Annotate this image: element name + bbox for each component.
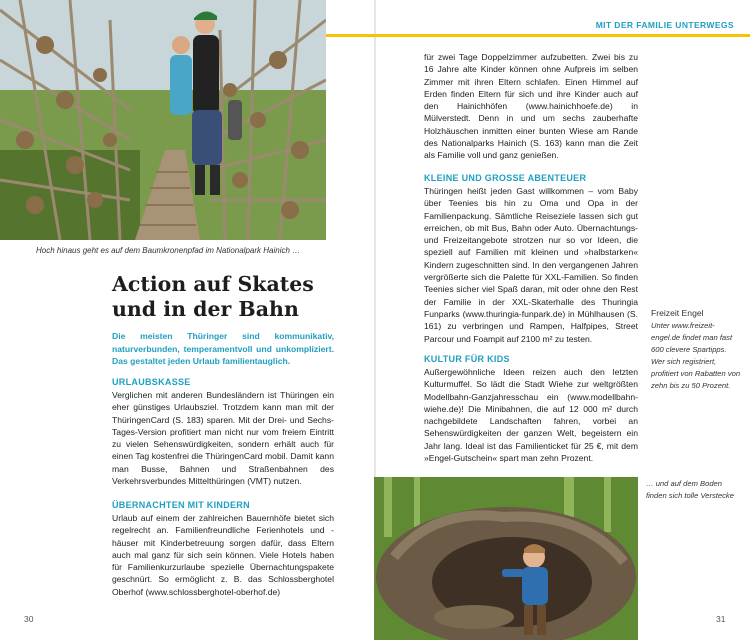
- section-text-uebernachten: Urlaub auf einem der zahlreichen Bauernhöfe bietet sich regelrecht an. Familienfreundliche Ferienhotels und -häuser mit Kinderbetreuung sorgen dafür, dass Eltern auch mal ganz für sich sein können. Viele Hotels haben für Familienkurzurlaube spezielle Übernachtungspakete geschnürt. So ermöglicht z. B. das Schlossberghotel Oberhof (www.schlossberghotel-oberhof.de): [112, 513, 334, 597]
- continued-text: für zwei Tage Doppelzimmer aufzubetten. Zwei bis zu 16 Jahre alte Kinder können ohne Aufpreis im selben Zimmer mit ihren Eltern schlafen. Einen Himmel auf Erden finden Eltern für sich und ihre Kinder auch auf den Hainichhöfen (www.hainichhoefe.de) in Mülverstedt. Denn in und um sechs zauberhafte Holzhäuschen inmitten einer bunten Wiese am Rande des Nationalparks Hainich (S. 163) kann man die Zeit als Familie voll und ganz genießen.: [424, 52, 638, 161]
- section-text-abenteuer: Thüringen heißt jeden Gast willkommen – vom Baby über Teenies bis hin zu Oma und Opa in der Familienpackung. Sämtliche Reiseziele lassen sich gut erreichen, ob mit Bus, Bahn oder Auto. Übernachtungs- und Freizeitangebote strotzen nur so vor Ideen, die speziell auf Familien mit kleinen und »halbstarken« Kindern zugeschnitten sind. In den vergangenen Jahren vergrößerte sich die Palette für XXL-Familien. So finden Teenies sicher viel Spaß daran, mit oder ohne den Rest der Familie in der XXL-Skaterhalle des Thuringia Funparks (www.thuringia-funpark.de) in Mühlhausen (S. 161) zu verbringen und Rampen, Halfpipes, Street Parcour und Foampit auf 2100 m² zu testen.: [424, 186, 638, 344]
- sidebar-title: Freizeit Engel: [651, 308, 704, 318]
- photo-hollow-tree: [374, 477, 638, 640]
- section-heading-urlaubskasse: URLAUBSKASSE: [112, 377, 191, 387]
- photo2-caption: … und auf dem Boden finden sich tolle Verstecke: [646, 479, 734, 500]
- section-text-urlaubskasse: Verglichen mit anderen Bundesländern ist Thüringen ein eher günstiges Urlaubsziel. Trotzdem kann man mit der ThüringenCard (S. 183) sparen. Mit der Drei- und Sechs-Tages-Version profitiert man nicht nur vom freiem Eintritt zu vielen Sehenswürdigkeiten, sondern erhält auch für einen Tag kostenfrei die ThüringenCard mobil. Damit kann man Busse, Bahnen und Straßenbahnen des Verkehrsverbundes Mittelthüringen (VMT) nutzen.: [112, 390, 334, 487]
- treetop-walk-illustration: [0, 0, 326, 240]
- photo-treetop-walk: [0, 0, 326, 240]
- article-title: Action auf Skates und in der Bahn: [112, 272, 314, 321]
- section-label: MIT DER FAMILIE UNTERWEGS: [595, 20, 734, 30]
- page-number-left: 30: [24, 614, 34, 624]
- sidebar-text: Unter www.freizeit-engel.de findet man fast 600 clevere Spartipps. Wer sich registriert, profitiert von Rabatten von zehn bis zu 50 Prozent.: [651, 321, 741, 390]
- header-rule: [325, 34, 750, 37]
- article-intro: Die meisten Thüringer sind kommunikativ, naturverbunden, temperamentvoll und unkompliziert. Das gestaltet jeden Urlaub familientauglich.: [112, 331, 334, 367]
- section-heading-abenteuer: KLEINE UND GROSSE ABENTEUER: [424, 173, 587, 183]
- page-number-right: 31: [716, 614, 726, 624]
- section-text-kultur: Außergewöhnliche Ideen reizen auch den letzten Kulturmuffel. So lädt die Stadt Wiehe zur weltgrößten Modellbahn-Ganzjahresschau ein (www.modellbahn-wiehe.de)! Die Minibahnen, die auf 12 000 m² durch nachgebildete Landschaften fahren, vorbei an Sehenswürdigkeiten der ganzen Welt, begeistern ein Jahr lang. Ideal ist das Familienticket für 25 €, mit dem »Engel-Gutschein« spart man zehn Prozent.: [424, 367, 638, 464]
- hollow-tree-illustration: [374, 477, 638, 640]
- section-heading-kultur: KULTUR FÜR KIDS: [424, 354, 510, 364]
- section-heading-uebernachten: ÜBERNACHTEN MIT KINDERN: [112, 500, 250, 510]
- photo1-caption: Hoch hinaus geht es auf dem Baumkronenpfad im Nationalpark Hainich …: [36, 246, 301, 255]
